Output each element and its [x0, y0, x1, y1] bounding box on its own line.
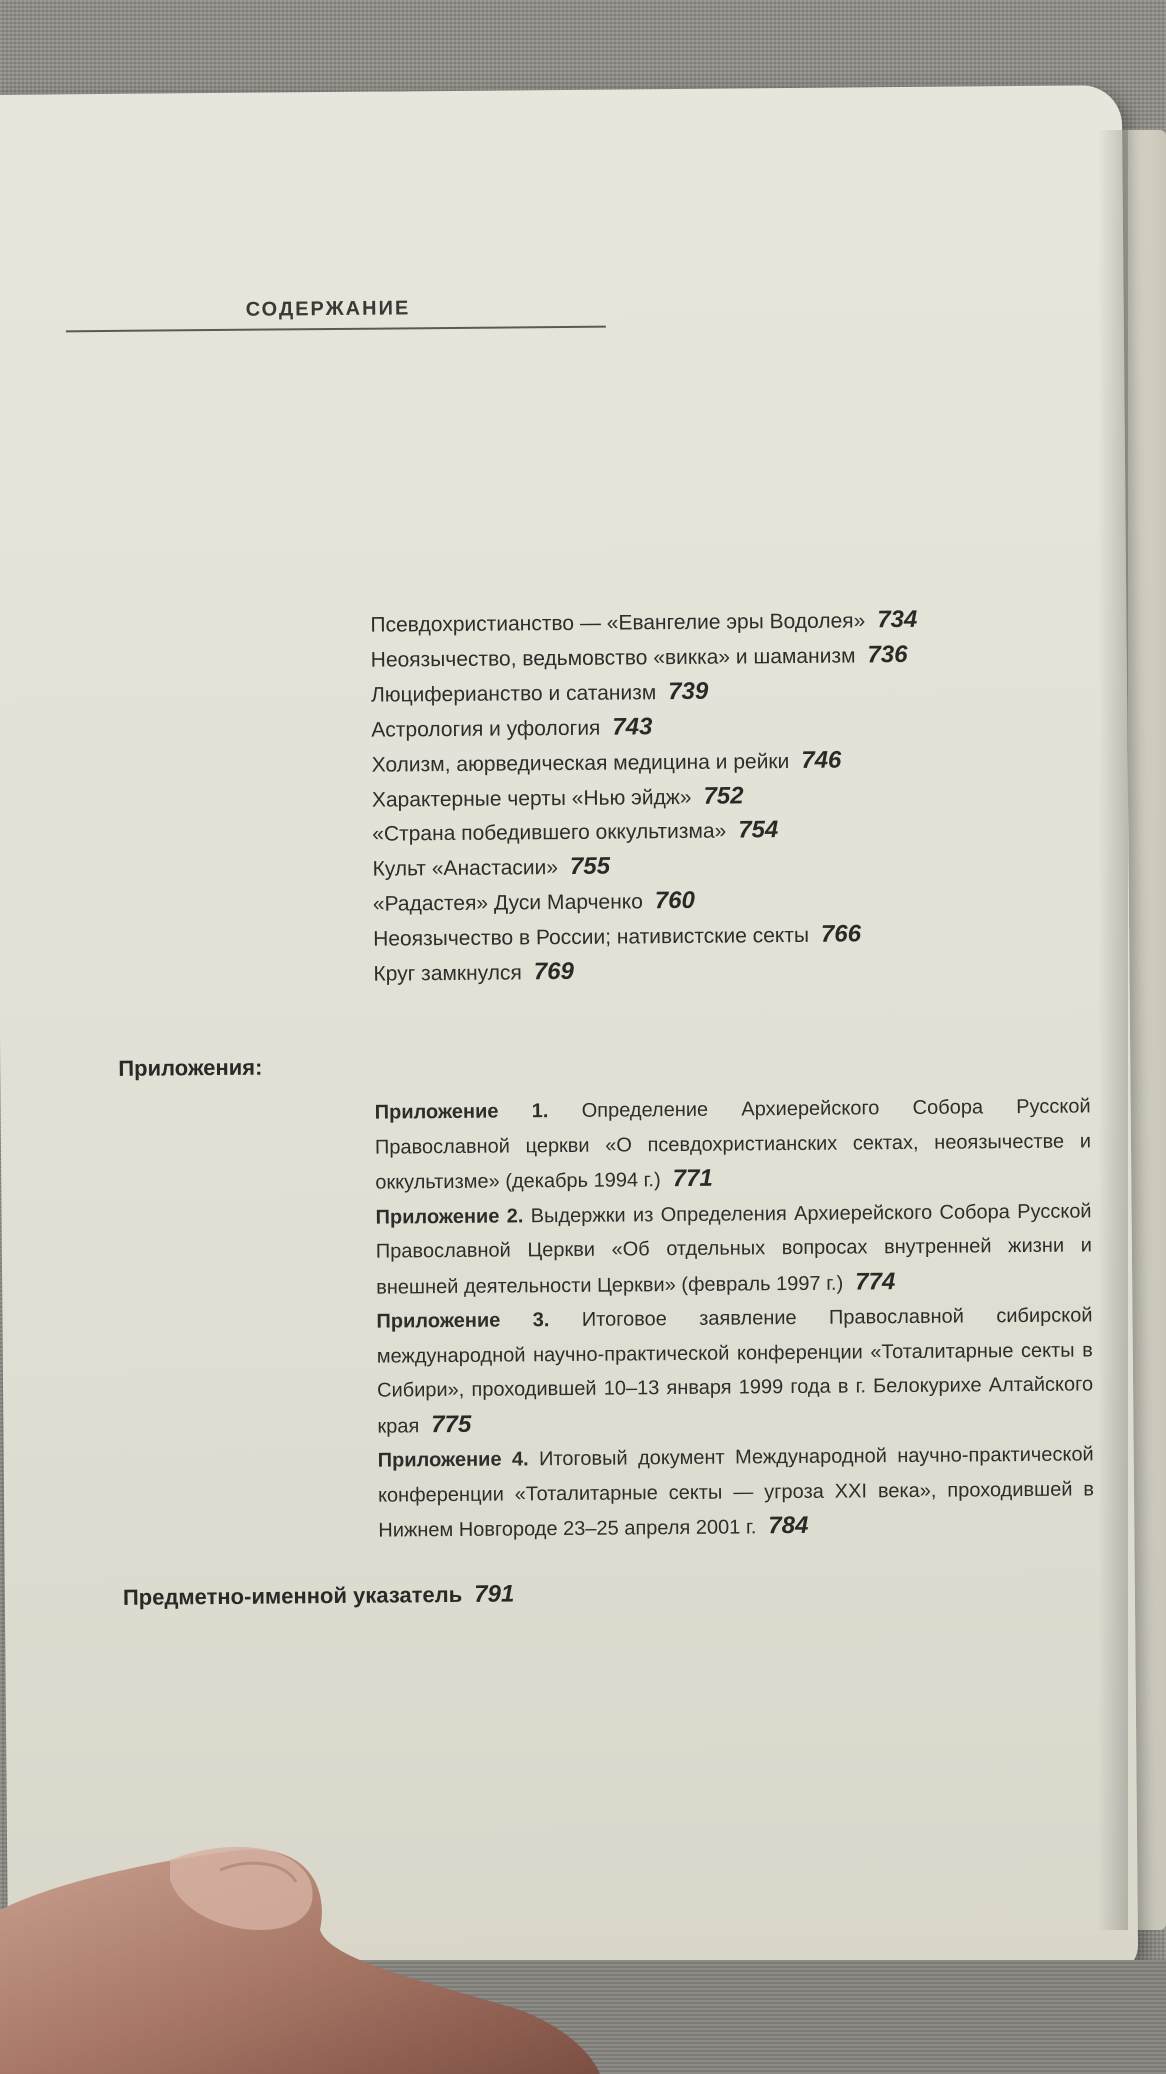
toc-entry-page: 743: [612, 712, 653, 741]
toc-entry-title: Характерные черты «Нью эйдж»: [371, 785, 692, 812]
toc-entry: [373, 951, 993, 991]
toc-entry: [371, 742, 991, 782]
toc-entry-page: 752: [703, 781, 744, 810]
page-curl-shadow: [1098, 130, 1128, 1930]
header-rule: [66, 326, 606, 333]
book-page: [0, 85, 1138, 1985]
index-page: 791: [474, 1580, 515, 1608]
toc-entry-page: 754: [738, 816, 779, 844]
appendix-page: 775: [431, 1410, 472, 1438]
index-entry: [123, 1580, 515, 1611]
appendix-text: Итоговый документ Международной научно-практической конференции «Тоталитарные секты — угроза XXI века», проходившей в Нижнем Новгороде 23–25 апреля 2001 г.: [377, 1443, 1095, 1542]
toc-entry: [373, 916, 993, 956]
appendix-page: 774: [855, 1267, 896, 1295]
toc-entry-title: Неоязычество, ведьмовство «викка» и шаманизм: [370, 644, 856, 672]
index-label: Предметно-именной указатель: [122, 1581, 463, 1610]
toc-entry: [372, 812, 992, 852]
toc-entry-page: 755: [569, 852, 611, 881]
appendix-entry: [375, 1089, 1092, 1200]
toc-entry-title: «Страна победившего оккультизма»: [372, 820, 727, 847]
toc-list: [370, 602, 993, 991]
appendix-text: Определение Архиерейского Собора Русской Православной церкви «О псевдохристианских сектах, неоязычестве и оккультизме» (декабрь 1994 г.): [374, 1095, 1092, 1194]
toc-entry: [372, 777, 992, 817]
appendix-page: 771: [672, 1164, 713, 1193]
toc-entry-title: «Радастея» Дуси Марченко: [372, 890, 643, 916]
appendix-text: Итоговое заявление Православной сибирской международной научно-практической конференции «Тоталитарные секты в Сибири», проходившей 10–13 января 1999 года в г. Белокурихе Алтайского края: [376, 1304, 1094, 1438]
toc-entry: [373, 882, 993, 922]
toc-entry-title: Культ «Анастасии»: [372, 856, 559, 882]
appendix-text: Выдержки из Определения Архиерейского Собора Русской Православной Церкви «Об отдельных вопросах внутренней жизни и внешней деятельности Церкви» (февраль 1997 г.): [375, 1199, 1092, 1299]
appendix-label: Приложение 2.: [375, 1204, 524, 1229]
thumb-image: [0, 1820, 600, 2074]
toc-entry-page: 760: [654, 887, 696, 915]
toc-entry-page: 766: [820, 920, 862, 948]
appendices-heading: Приложения:: [118, 1054, 263, 1081]
appendix-label: Приложение 4.: [377, 1448, 529, 1472]
toc-entry-title: Псевдохристианство — «Евангелие эры Водолея»: [370, 609, 866, 637]
toc-entry-title: Люциферианство и сатанизм: [370, 681, 657, 707]
appendix-entry: [375, 1194, 1092, 1305]
toc-entry: [371, 707, 991, 747]
appendix-label: Приложение 3.: [376, 1309, 550, 1333]
appendix-list: [375, 1089, 1095, 1548]
toc-entry-page: 769: [533, 957, 574, 986]
toc-entry-title: Неоязычество в России; нативистские секты: [373, 924, 810, 951]
toc-entry-page: 734: [877, 605, 918, 634]
appendix-page: 784: [768, 1511, 809, 1540]
appendix-entry: [378, 1437, 1095, 1548]
toc-entry-title: Круг замкнулся: [373, 961, 522, 986]
toc-entry-page: 736: [867, 640, 908, 669]
toc-entry: [371, 637, 991, 677]
appendix-label: Приложение 1.: [374, 1100, 549, 1124]
toc-entry-title: Астрология и уфология: [371, 716, 601, 742]
toc-entry: [370, 602, 990, 642]
toc-entry: [371, 672, 991, 712]
toc-entry: [372, 847, 992, 887]
appendix-entry: [376, 1298, 1093, 1443]
toc-entry-page: 746: [801, 746, 842, 774]
page-header-title: СОДЕРЖАНИЕ: [245, 297, 411, 321]
toc-entry-title: Холизм, аюрведическая медицина и рейки: [371, 749, 790, 777]
toc-entry-page: 739: [668, 677, 709, 705]
